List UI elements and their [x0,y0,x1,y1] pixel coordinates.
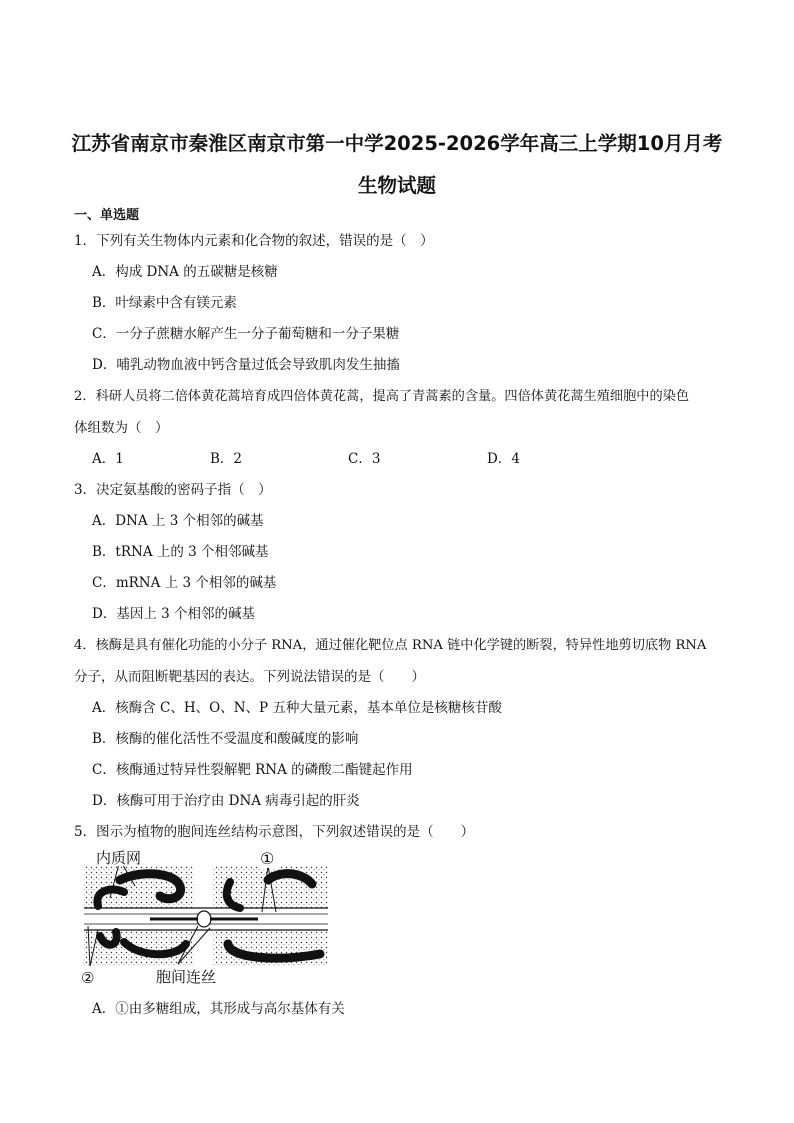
q1-stem: 1．下列有关生物体内元素和化合物的叙述，错误的是（ ） [74,233,434,249]
q3-option-b: B．tRNA 上的 3 个相邻碱基 [92,544,269,560]
q2-stem-line2: 体组数为（ ） [74,420,169,436]
q4-option-a: A．核酶含 C、H、O、N、P 五种大量元素，基本单位是核糖核苷酸 [92,700,502,716]
q4-stem-line1: 4．核酶是具有催化功能的小分子 RNA，通过催化靶位点 RNA 链中化学键的断裂，特异性地剪切底物 RNA [74,638,707,653]
q2-option-a: A．1 [92,451,124,467]
exam-title-line1: 江苏省南京市秦淮区南京市第一中学2025-2026学年高三上学期10月月考 [71,132,723,155]
q1-option-c: C．一分子蔗糖水解产生一分子葡萄糖和一分子果糖 [92,326,400,342]
plasmodesma-channel [197,911,211,927]
plasmodesma-diagram [80,846,330,986]
q2-option-d: D．4 [487,451,520,467]
q4-stem-line2: 分子，从而阻断靶基因的表达。下列说法错误的是（ ） [74,669,425,685]
q4-option-d: D．核酶可用于治疗由 DNA 病毒引起的肝炎 [92,793,360,809]
q4-option-b: B．核酶的催化活性不受温度和酸碱度的影响 [92,731,359,747]
q5-stem: 5．图示为植物的胞间连丝结构示意图，下列叙述错误的是（ ） [74,824,475,840]
exam-title-line2: 生物试题 [357,174,436,197]
label-mark-2: ② [81,969,95,986]
plasmodesma-figure-svg [80,846,330,986]
q2-stem-line1: 2．科研人员将二倍体黄花蒿培育成四倍体黄花蒿，提高了青蒿素的含量。四倍体黄花蒿生殖细胞中的染色 [74,389,690,404]
q2-option-c: C．3 [348,451,381,467]
q1-option-b: B．叶绿素中含有镁元素 [92,295,237,311]
q3-stem: 3．决定氨基酸的密码子指（ ） [74,482,272,498]
label-er: 内质网 [96,849,142,867]
section-heading: 一、单选题 [74,208,140,223]
q4-option-c: C．核酶通过特异性裂解靶 RNA 的磷酸二酯键起作用 [92,762,413,778]
q3-option-a: A．DNA 上 3 个相邻的碱基 [92,513,264,529]
q1-option-a: A．构成 DNA 的五碳糖是核糖 [92,264,278,280]
label-plasmodesma: 胞间连丝 [156,968,217,986]
q5-option-a: A．①由多糖组成，其形成与高尔基体有关 [92,1001,345,1017]
q1-option-d: D．哺乳动物血液中钙含量过低会导致肌肉发生抽搐 [92,357,400,373]
label-mark-1: ① [260,849,275,868]
q2-option-b: B．2 [210,451,243,467]
q3-option-c: C．mRNA 上 3 个相邻的碱基 [92,575,277,591]
q3-option-d: D．基因上 3 个相邻的碱基 [92,606,255,622]
